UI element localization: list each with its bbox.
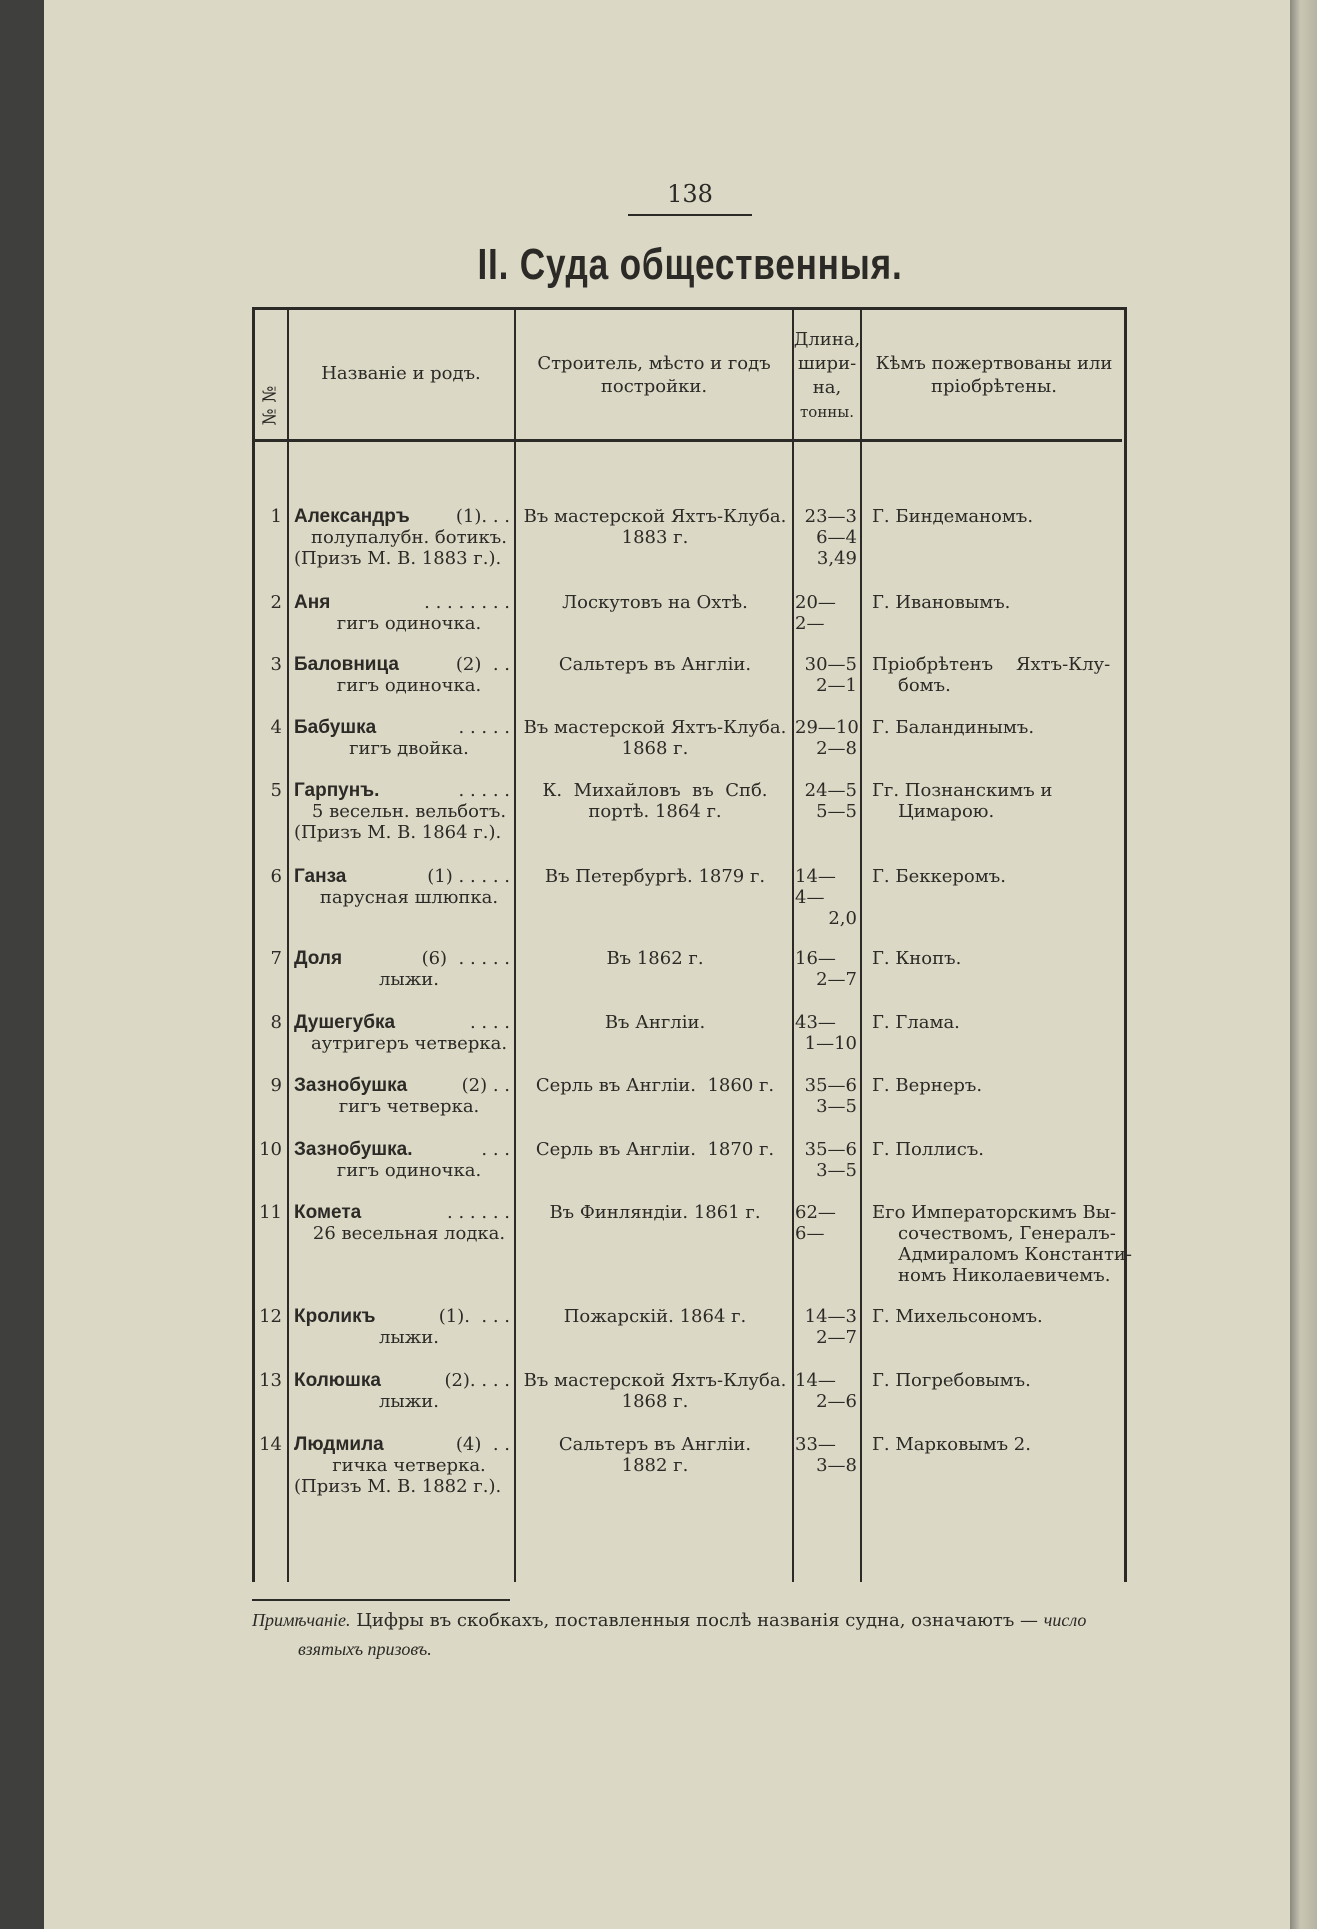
builder-cell — [518, 1075, 792, 1096]
ship-type: гичка четверка. — [332, 1455, 486, 1476]
dims-cell — [795, 654, 857, 696]
ship-name-suffix: (6) . . . . . — [421, 948, 510, 969]
dims-line: 35—6 — [804, 1139, 857, 1160]
donor-line: Г. Вернеръ. — [872, 1075, 983, 1096]
ship-name: Аня — [294, 592, 331, 613]
builder-line: Сальтеръ въ Англіи. — [558, 1434, 752, 1455]
builder-line: Пожарскій. 1864 г. — [563, 1306, 747, 1327]
builder-line: К. Михайловъ въ Спб. — [542, 780, 768, 801]
col-divider — [860, 310, 862, 1582]
donor-line: бомъ. — [898, 675, 951, 696]
dims-line: 3—5 — [816, 1096, 857, 1117]
dims-line: 20— — [795, 592, 836, 613]
name-cell — [294, 1139, 510, 1181]
donor-line: Адмираломъ Константи- — [898, 1244, 1132, 1265]
dims-line: 2,0 — [828, 908, 857, 929]
ship-type: (Призъ М. В. 1864 г.). — [294, 822, 502, 843]
header-dims-line: тонны. — [799, 403, 855, 421]
footnote-italic: число — [1043, 1610, 1087, 1630]
builder-line: 1868 г. — [621, 1391, 689, 1412]
dims-line: 6— — [795, 1223, 825, 1244]
col-divider — [792, 310, 794, 1582]
builder-cell — [518, 1434, 792, 1476]
ship-type: 5 весельн. вельботъ. — [311, 801, 507, 822]
dims-line: 4— — [795, 887, 825, 908]
row-number: 8 — [270, 1012, 282, 1033]
dims-line: 2—7 — [816, 969, 857, 990]
ship-name: Комета — [294, 1202, 362, 1223]
footnote-rule — [252, 1599, 510, 1601]
ship-name-suffix: (1). . . — [455, 506, 510, 527]
dims-line: 16— — [795, 948, 836, 969]
row-number: 1 — [270, 506, 282, 527]
builder-cell — [518, 1370, 792, 1412]
name-cell — [294, 948, 510, 990]
page-number-rule — [628, 214, 752, 216]
donor-line: Г. Михельсономъ. — [872, 1306, 1043, 1327]
dims-line: 14—3 — [804, 1306, 857, 1327]
donor-cell — [872, 780, 1122, 822]
ship-name: Зазнобушка. — [294, 1139, 413, 1160]
ship-type: лыжи. — [378, 1327, 440, 1348]
builder-line: Въ 1862 г. — [606, 948, 704, 969]
donor-line: Пріобрѣтенъ Яхтъ-Клу- — [872, 654, 1111, 675]
builder-line: Въ мастерской Яхтъ-Клуба. — [523, 506, 787, 527]
builder-line: Серль въ Англіи. 1870 г. — [535, 1139, 775, 1160]
header-name: Названіе и родъ. — [321, 363, 481, 384]
dims-line: 35—6 — [804, 1075, 857, 1096]
donor-cell — [872, 1370, 1122, 1391]
donor-line: номъ Николаевичемъ. — [898, 1265, 1111, 1286]
row-number: 6 — [270, 866, 282, 887]
dims-cell — [795, 1202, 857, 1244]
donor-line: Г. Марковымъ 2. — [872, 1434, 1031, 1455]
name-cell — [294, 592, 510, 634]
ship-name-suffix: . . . . . . — [447, 1202, 510, 1223]
row-number: 2 — [270, 592, 282, 613]
col-divider — [514, 310, 516, 1582]
dims-cell — [795, 780, 857, 822]
dims-cell — [795, 717, 857, 759]
ship-name: Баловница — [294, 654, 399, 675]
donor-cell — [872, 654, 1122, 696]
ship-type: (Призъ М. В. 1882 г.). — [294, 1476, 502, 1497]
ship-type: гигъ одиночка. — [336, 675, 482, 696]
footnote — [252, 1606, 1132, 1664]
dims-cell — [795, 1075, 857, 1117]
header-bottom-rule — [252, 439, 1122, 442]
name-cell — [294, 1012, 510, 1054]
builder-line: портѣ. 1864 г. — [588, 801, 722, 822]
page-edge — [1290, 0, 1317, 1929]
builder-cell — [518, 1306, 792, 1327]
ship-type: гигъ одиночка. — [336, 1160, 482, 1181]
dims-line: 43— — [795, 1012, 836, 1033]
dims-cell — [795, 866, 857, 929]
donor-line: Г. Поллисъ. — [872, 1139, 985, 1160]
header-dims-line: на, — [812, 377, 842, 398]
dims-line: 2— — [795, 613, 825, 634]
dims-line: 1—10 — [804, 1033, 857, 1054]
builder-cell — [518, 1139, 792, 1160]
ship-type: лыжи. — [378, 969, 440, 990]
builder-cell — [518, 654, 792, 675]
donor-cell — [872, 866, 1122, 887]
ship-name-suffix: . . . — [481, 1139, 510, 1160]
col-divider — [287, 310, 289, 1582]
donor-cell — [872, 1434, 1122, 1455]
ship-name-suffix: (2) . . — [461, 1075, 510, 1096]
page-title: II. Суда общественныя. — [477, 240, 903, 289]
name-cell — [294, 1306, 510, 1348]
ship-name-suffix: (2) . . — [455, 654, 510, 675]
row-number: 14 — [259, 1434, 282, 1455]
name-cell — [294, 780, 510, 843]
table-top-rule — [252, 307, 1126, 310]
dims-line: 3—8 — [816, 1455, 857, 1476]
builder-line: Въ мастерской Яхтъ-Клуба. — [523, 1370, 787, 1391]
dims-line: 14— — [795, 866, 836, 887]
donor-cell — [872, 948, 1122, 969]
dims-line: 2—7 — [816, 1327, 857, 1348]
builder-cell — [518, 948, 792, 969]
donor-line: Г. Погребовымъ. — [872, 1370, 1031, 1391]
ship-name-suffix: (4) . . — [455, 1434, 510, 1455]
builder-line: 1883 г. — [621, 527, 689, 548]
donor-cell — [872, 1075, 1122, 1096]
dims-line: 23—3 — [804, 506, 857, 527]
dims-cell — [795, 948, 857, 990]
builder-line: Въ Англіи. — [604, 1012, 706, 1033]
dims-cell — [795, 1306, 857, 1348]
donor-cell — [872, 1012, 1122, 1033]
ship-name: Бабушка — [294, 717, 377, 738]
name-cell — [294, 1075, 510, 1117]
row-number: 12 — [259, 1306, 282, 1327]
ship-name: Ганза — [294, 866, 347, 887]
builder-cell — [518, 866, 792, 887]
header-dims — [792, 328, 862, 424]
ship-name: Александръ — [294, 506, 410, 527]
donor-line: Г. Ивановымъ. — [872, 592, 1011, 613]
ship-type: полупалубн. ботикъ. — [311, 527, 507, 548]
row-number: 13 — [259, 1370, 282, 1391]
dims-cell — [795, 1012, 857, 1054]
donor-line: Г. Глама. — [872, 1012, 960, 1033]
dims-cell — [795, 1434, 857, 1476]
donor-line: Гг. Познанскимъ и — [872, 780, 1053, 801]
footnote-italic-line2: взятыхъ призовъ. — [298, 1639, 432, 1659]
donor-line: Г. Баландинымъ. — [872, 717, 1035, 738]
donor-line: Г. Кнопъ. — [872, 948, 962, 969]
builder-line: Въ мастерской Яхтъ-Клуба. — [523, 717, 787, 738]
ship-name-suffix: (2). . . . — [444, 1370, 510, 1391]
ship-name-suffix: (1). . . . — [438, 1306, 510, 1327]
header-donor — [866, 352, 1122, 398]
ship-type: гигъ четверка. — [338, 1096, 480, 1117]
name-cell — [294, 1434, 510, 1497]
ship-name-suffix: . . . . . — [458, 717, 510, 738]
ship-type: 26 весельная лодка. — [312, 1223, 506, 1244]
dims-line: 29—10 — [795, 717, 859, 738]
dims-line: 30—5 — [804, 654, 857, 675]
ship-type: аутригеръ четверка. — [310, 1033, 508, 1054]
ship-name-suffix: . . . . . — [458, 780, 510, 801]
name-cell — [294, 866, 510, 908]
header-donor-line: пріобрѣтены. — [931, 376, 1057, 397]
donor-cell — [872, 1306, 1122, 1327]
builder-line: Въ Петербургѣ. 1879 г. — [544, 866, 766, 887]
builder-cell — [518, 780, 792, 822]
row-number: 5 — [270, 780, 282, 801]
dims-line: 2—6 — [816, 1391, 857, 1412]
row-number: 9 — [270, 1075, 282, 1096]
dims-line: 24—5 — [804, 780, 857, 801]
header-builder-line: Строитель, мѣсто и годъ — [537, 353, 771, 374]
donor-cell — [872, 1139, 1122, 1160]
header-dims-line: Длина, — [793, 329, 861, 350]
builder-line: Сальтеръ въ Англіи. — [558, 654, 752, 675]
builder-line: 1868 г. — [621, 738, 689, 759]
ship-type: (Призъ М. В. 1883 г.). — [294, 548, 502, 569]
donor-line: Его Императорскимъ Вы- — [872, 1202, 1117, 1223]
donor-cell — [872, 717, 1122, 738]
footnote-label: Примѣчаніе. — [252, 1610, 351, 1630]
header-builder-line: постройки. — [600, 376, 708, 397]
row-number: 3 — [270, 654, 282, 675]
header-builder — [516, 352, 792, 398]
donor-line: сочествомъ, Генералъ- — [898, 1223, 1116, 1244]
name-cell — [294, 654, 510, 696]
donor-cell — [872, 1202, 1132, 1286]
dims-line: 5—5 — [816, 801, 857, 822]
donor-cell — [872, 592, 1122, 613]
ship-name: Зазнобушка — [294, 1075, 408, 1096]
ship-name: Гарпунъ. — [294, 780, 380, 801]
dims-cell — [795, 506, 857, 569]
donor-line: Г. Биндеманомъ. — [872, 506, 1034, 527]
dims-cell — [795, 1139, 857, 1181]
row-number: 7 — [270, 948, 282, 969]
builder-cell — [518, 506, 792, 548]
builder-cell — [518, 1202, 792, 1223]
name-cell — [294, 1370, 510, 1412]
dims-cell — [795, 592, 857, 634]
row-number: 10 — [259, 1139, 282, 1160]
dims-line: 62— — [795, 1202, 836, 1223]
name-cell — [294, 506, 510, 569]
ship-name: Людмила — [294, 1434, 384, 1455]
ship-type: гигъ двойка. — [349, 738, 469, 759]
dims-line: 3—5 — [816, 1160, 857, 1181]
builder-line: Лоскутовъ на Охтѣ. — [562, 592, 748, 613]
builder-cell — [518, 717, 792, 759]
name-cell — [294, 717, 510, 759]
page-number: 138 — [667, 180, 713, 208]
ship-name: Колюшка — [294, 1370, 381, 1391]
row-number: 11 — [259, 1202, 282, 1223]
ship-type: лыжи. — [378, 1391, 440, 1412]
builder-line: Въ Финляндіи. 1861 г. — [549, 1202, 761, 1223]
dims-line: 14— — [795, 1370, 836, 1391]
ship-name: Доля — [294, 948, 343, 969]
header-donor-line: Кѣмъ пожертвованы или — [875, 353, 1113, 374]
donor-line: Цимарою. — [898, 801, 995, 822]
dims-cell — [795, 1370, 857, 1412]
ship-type: гигъ одиночка. — [336, 613, 482, 634]
row-number: 4 — [270, 717, 282, 738]
builder-cell — [518, 592, 792, 613]
dims-line: 3,49 — [816, 548, 857, 569]
builder-line: 1882 г. — [621, 1455, 689, 1476]
dims-line: 6—4 — [816, 527, 857, 548]
builder-line: Серль въ Англіи. 1860 г. — [535, 1075, 775, 1096]
ship-name: Кроликъ — [294, 1306, 376, 1327]
dims-line: 2—1 — [816, 675, 857, 696]
table-right-border — [1124, 307, 1127, 1582]
ship-name-suffix: (1) . . . . . — [427, 866, 510, 887]
dims-line: 2—8 — [816, 738, 857, 759]
header-dims-line: шири- — [797, 353, 857, 374]
donor-cell — [872, 506, 1122, 527]
ship-type: парусная шлюпка. — [319, 887, 499, 908]
name-cell — [294, 1202, 510, 1244]
ship-name-suffix: . . . . . . . . — [424, 592, 510, 613]
builder-cell — [518, 1012, 792, 1033]
dims-line: 33— — [795, 1434, 836, 1455]
header-no: № № — [259, 385, 281, 426]
donor-line: Г. Беккеромъ. — [872, 866, 1006, 887]
ship-name-suffix: . . . . — [469, 1012, 510, 1033]
ship-name: Душегубка — [294, 1012, 396, 1033]
footnote-text: Цифры въ скобкахъ, поставленныя послѣ названія судна, означаютъ — — [350, 1610, 1044, 1631]
